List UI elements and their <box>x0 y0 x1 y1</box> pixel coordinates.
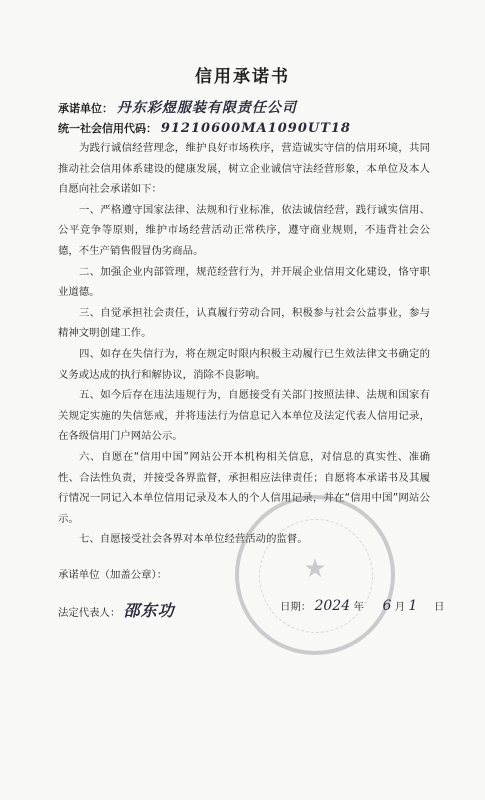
commitment-unit-label: 承诺单位： <box>58 102 113 115</box>
commitment-item-6: 六、自愿在“信用中国”网站公开本机构相关信息，对信息的真实性、准确性、合法性负责，并接受各界监督，承担相应法律责任；自愿将本承诺书及其履行情况一同记入本单位信用记录及本人的个人信用记录，并在“信用中国”网站公示。 <box>58 450 430 525</box>
seal-star-icon: ★ <box>303 554 327 584</box>
legal-rep-label: 法定代表人： <box>58 607 121 619</box>
legal-rep-signature: 邵东功 <box>123 601 175 620</box>
credit-code-label: 统一社会信用代码： <box>58 122 157 135</box>
commitment-body <box>58 138 430 550</box>
date-label: 日期： <box>280 601 312 613</box>
document-title: 信用承诺书 <box>195 67 290 87</box>
date-year: 2024 <box>314 598 351 614</box>
date-month: 6 <box>382 598 392 614</box>
credit-code-value: 91210600MA1090UT18 <box>160 121 351 136</box>
date-row <box>280 598 444 614</box>
commitment-item-5: 五、如今后存在违法违规行为，自愿接受有关部门按照法律、法规和国家有关规定实施的失信惩戒，并将违法行为信息记入本单位及法定代表人信用记录，在各级信用门户网站公示。 <box>58 389 430 443</box>
sign-unit-label: 承诺单位（加盖公章）： <box>58 569 168 581</box>
commitment-unit-value: 丹东彩煜服装有限责任公司 <box>116 100 297 116</box>
commitment-item-4: 四、如存在失信行为，将在规定时限内积极主动履行已生效法律文书确定的义务或达成的执行和解协议，消除不良影响。 <box>58 347 430 381</box>
commitment-item-7: 七、自愿接受社会各界对本单位经营活动的监督。 <box>79 533 308 546</box>
sign-unit-row <box>58 566 167 581</box>
date-day-unit: 日 <box>433 601 445 613</box>
commitment-item-3: 三、自觉承担社会责任，认真履行劳动合同，积极参与社会公益事业，参与精神文明创建工作。 <box>58 306 430 340</box>
intro-paragraph: 为践行诚信经营理念，维护良好市场秩序，营造诚实守信的信用环境，共同推动社会信用体系建设的健康发展，树立企业诚信守法经营形象，本单位及本人自愿向社会承诺如下： <box>58 142 430 196</box>
date-day: 1 <box>408 598 418 614</box>
date-year-unit: 年 <box>353 601 364 613</box>
credit-code-row <box>58 120 351 136</box>
company-seal <box>235 495 395 655</box>
commitment-item-1: 一、严格遵守国家法律、法规和行业标准，依法诚信经营，践行诚实信用、公平竞争等原则，维护市场经营活动正常秩序，遵守商业规则，不违背社会公德，不生产销售假冒伪劣商品。 <box>58 203 430 257</box>
commitment-item-2: 二、加强企业内部管理，规范经营行为，并开展企业信用文化建设，恪守职业道德。 <box>58 265 430 299</box>
commitment-unit-row <box>58 97 297 117</box>
legal-rep-row <box>58 598 175 621</box>
date-month-unit: 月 <box>394 601 406 613</box>
